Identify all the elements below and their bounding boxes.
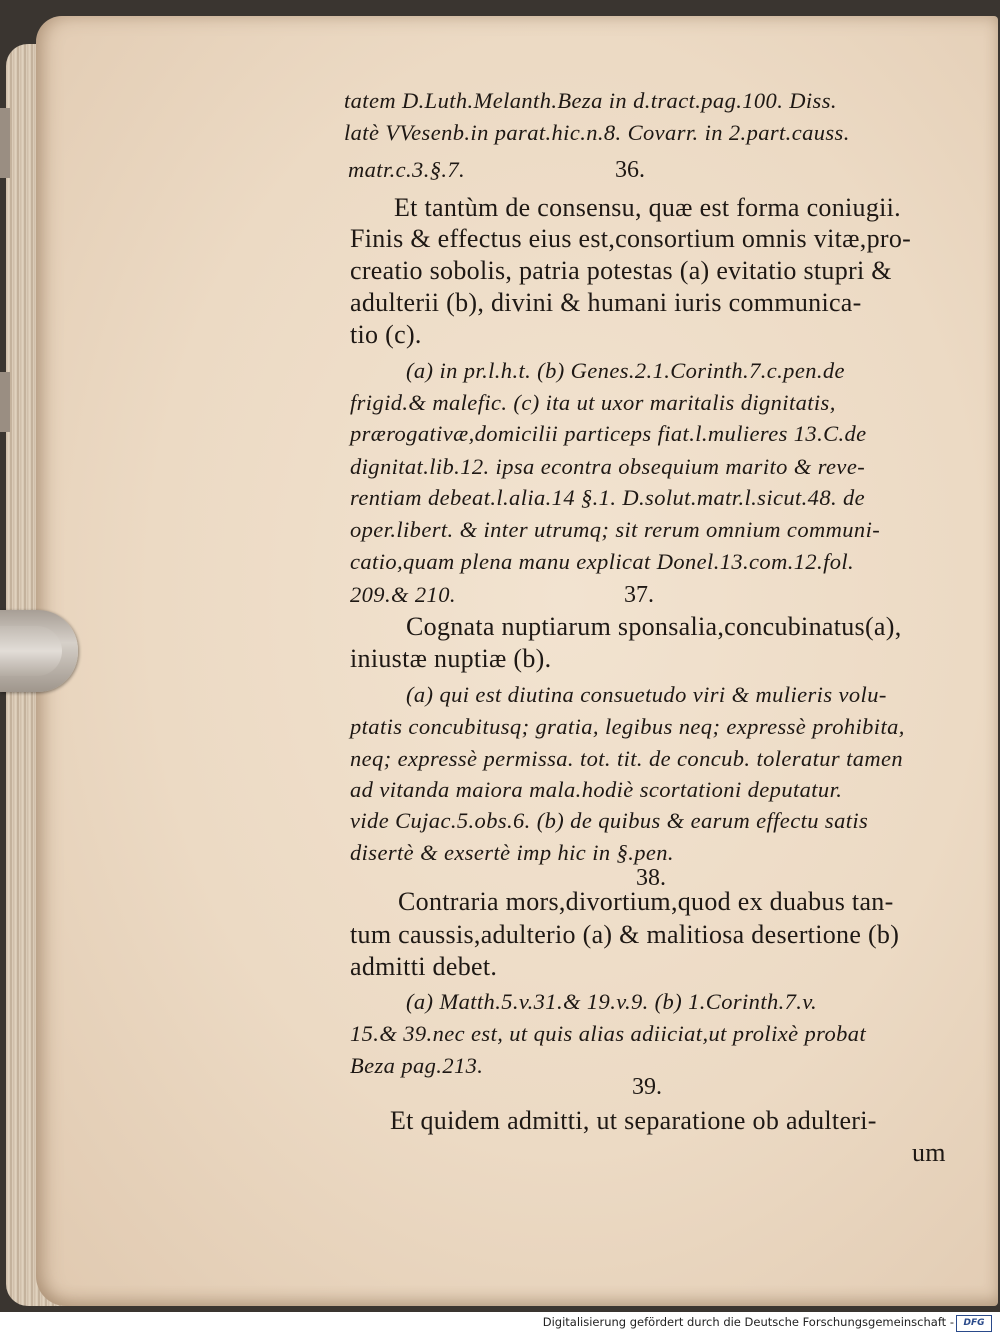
text-line: rentiam debeat.l.alia.14 §.1. D.solut.matr.l.sicut.48. de bbox=[350, 485, 866, 510]
catchword: um bbox=[912, 1138, 946, 1167]
text-line: (a) Matth.5.v.31.& 19.v.9. (b) 1.Corinth.7.v. bbox=[406, 989, 818, 1014]
text-line: ptatis concubitusq; gratia, legibus neq; expressè prohibita, bbox=[350, 714, 905, 739]
text-line: admitti debet. bbox=[350, 952, 498, 981]
text-line: Et tantùm de consensu, quæ est forma coniugii. bbox=[394, 193, 901, 222]
text-line: neq; expressè permissa. tot. tit. de concub. toleratur tamen bbox=[350, 746, 904, 771]
text-line: Contraria mors,divortium,quod ex duabus tan- bbox=[398, 887, 894, 916]
text-line: oper.libert. & inter utrumq; sit rerum omnium communi- bbox=[350, 517, 881, 542]
text-line: dignitat.lib.12. ipsa econtra obsequium marito & reve- bbox=[350, 454, 866, 479]
text-line: vide Cujac.5.obs.6. (b) de quibus & earum effectu satis bbox=[350, 808, 869, 833]
text-line: catio,quam plena manu explicat Donel.13.com.12.fol. bbox=[350, 549, 855, 574]
text-line: Cognata nuptiarum sponsalia,concubinatus(a), bbox=[406, 612, 902, 641]
dfg-logo: DFG bbox=[956, 1315, 992, 1332]
section-number: 37. bbox=[624, 582, 654, 608]
text-line: prærogativæ,domicilii particeps fiat.l.mulieres 13.C.de bbox=[350, 421, 867, 446]
text-line: matr.c.3.§.7. bbox=[348, 157, 466, 182]
funding-credit: Digitalisierung gefördert durch die Deutsche Forschungsgemeinschaft - bbox=[542, 1315, 954, 1329]
section-number: 39. bbox=[632, 1074, 662, 1100]
text-line: tatem D.Luth.Melanth.Beza in d.tract.pag.100. Diss. bbox=[344, 88, 837, 113]
text-line: Et quidem admitti, ut separatione ob adulteri- bbox=[390, 1106, 877, 1135]
page-tab-marker bbox=[0, 108, 10, 178]
footer-bar bbox=[0, 1312, 1000, 1335]
text-line: adulterii (b), divini & humani iuris communica- bbox=[350, 288, 862, 317]
book-clip-highlight bbox=[0, 626, 62, 676]
text-line: ad vitanda maiora mala.hodiè scortationi deputatur. bbox=[350, 777, 843, 802]
text-line: disertè & exsertè imp hic in §.pen. bbox=[350, 840, 674, 865]
text-line: (a) in pr.l.h.t. (b) Genes.2.1.Corinth.7.c.pen.de bbox=[406, 358, 845, 383]
text-line: latè VVesenb.in parat.hic.n.8. Covarr. in 2.part.causs. bbox=[344, 120, 850, 145]
section-number: 38. bbox=[636, 865, 666, 891]
section-number: 36. bbox=[615, 157, 645, 183]
text-line: 15.& 39.nec est, ut quis alias adiiciat,ut prolixè probat bbox=[350, 1021, 867, 1046]
text-line: Finis & effectus eius est,consortium omnis vitæ,pro- bbox=[350, 224, 912, 253]
text-line: 209.& 210. bbox=[350, 582, 456, 607]
text-line: tio (c). bbox=[350, 320, 422, 349]
text-line: iniustæ nuptiæ (b). bbox=[350, 644, 552, 673]
page-tab-marker bbox=[0, 372, 10, 432]
text-line: tum caussis,adulterio (a) & malitiosa desertione (b) bbox=[350, 920, 900, 949]
text-line: Beza pag.213. bbox=[350, 1053, 484, 1078]
text-line: frigid.& malefic. (c) ita ut uxor maritalis dignitatis, bbox=[350, 390, 836, 415]
text-line: creatio sobolis, patria potestas (a) evitatio stupri & bbox=[350, 256, 892, 285]
text-line: (a) qui est diutina consuetudo viri & mulieris volu- bbox=[406, 682, 887, 707]
